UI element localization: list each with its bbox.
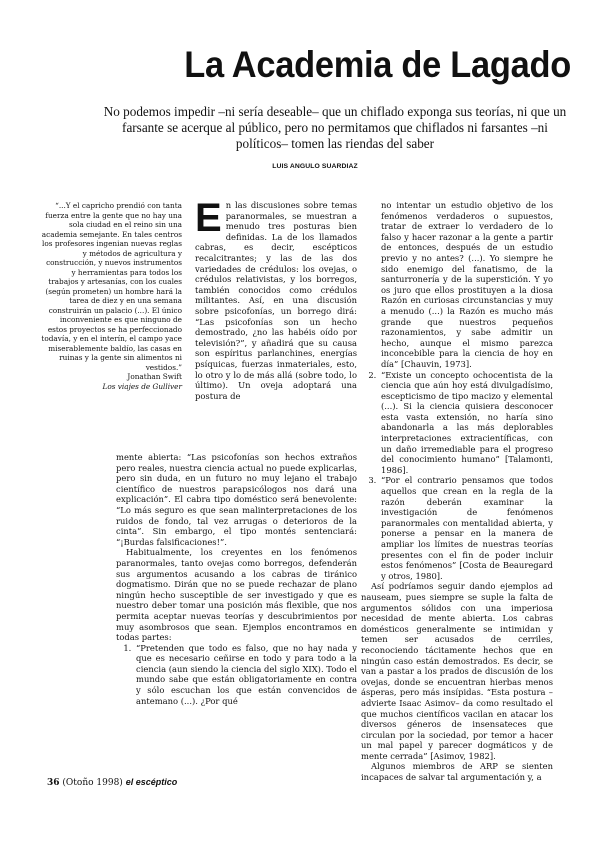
epigraph-book: Los viajes de Gulliver xyxy=(102,381,182,391)
examples-list-rest xyxy=(361,370,553,582)
examples-list-continued xyxy=(361,200,553,370)
column-1-bottom xyxy=(116,452,357,706)
list-item-3: 3. “Por el contrario pensamos que todos aquellos que crean en la regla de la razón deberán examinar la investigación de fenómenos paranormales con mentalidad abierta, y ponerse a pensar en la manera de ampliar los límites de nuestras teorías presentes con el fin de poder incluir estos fenómenos” [Costa de Beauregard y otros, 1980]. xyxy=(379,475,553,581)
page-number: 36 xyxy=(47,778,60,788)
column-1-top xyxy=(195,196,357,401)
article-title: La Academia de Lagado xyxy=(184,44,571,85)
issue-label: (Otoño 1998) xyxy=(62,778,123,788)
paragraph-creyentes: Habitualmente, los creyentes en los fenómenos paranormales, tanto ovejas como borregos, defenderán sus argumentos acusando a los cabras de tiránico dogmatismo. Dirán que no se puede rechazar de plano ningún hecho susceptible de ser investigado y que es nuestro deber tomar una posición más flexible, que nos permita aceptar nuevas teorías y descubrimientos por muy asombrosos que sean. Ejemplos encontramos en todas partes: xyxy=(116,547,357,643)
paragraph-arp: Algunos miembros de ARP se sienten incapaces de salvar tal argumentación y, a xyxy=(361,761,553,783)
page-footer xyxy=(47,777,177,788)
author-byline: LUIS ANGULO SUARDIAZ xyxy=(272,163,358,170)
list-item-2: 2. “Existe un concepto ochocentista de la ciencia que aún hoy está divulgadísimo, escepticismo de tipo macizo y elemental (...). Si la ciencia quisiera desconocer esta vasta extensión, no haría sino abandonarla a las más deplorables interpretaciones extracientíficas, con un daño irremediable para el progreso del conocimiento humano” [Talamonti, 1986]. xyxy=(379,370,553,476)
epigraph-attribution: Jonathan Swift xyxy=(127,372,182,381)
epigraph-quote: “...Y el capricho prendió con tanta fuerza entre la gente que no hay una sola ciudad en el reino sin una academia semejante. En tales centros los profesores ingenian nuevas reglas y métodos de agricultura y construcción, y nuevos instrumentos y herramientas para todos los trabajos y artesanías, con los cuales (según prometen) un hombre hará la tarea de diez y en una semana construirán un palacio (...). El único inconveniente es que ninguno de estos proyectos se ha perfeccionado todavía, y en el interín, el campo yace miserablemente baldío, las casas en ruinas y la gente sin alimentos ni vestidos.” xyxy=(41,201,182,372)
examples-list-start xyxy=(116,643,357,707)
column-2 xyxy=(361,200,553,783)
list-item-1: 1. “Pretenden que todo es falso, que no hay nada y que es necesario ceñirse en todo y para todo a la ciencia (aun siendo la ciencia del siglo XIX). Todo el mundo sabe que están obligatoriamente en contra y sólo escuchan los que están convencidos de antemano (...). ¿Por qué xyxy=(134,643,357,707)
paragraph-intro: n las discusiones sobre temas paranormales, se muestran a menudo tres posturas bien definidas. La de los llamados cabras, es decir, escépticos recalcitrantes; y las de las dos variedades de crédulos: los ovejas, o crédulos relativistas, y los borregos, también conocidos como crédulos militantes. Así, en una discusión sobre psicofonías, un borrego dirá: “Las psicofonías son un hecho demostrado, ¿no las habéis oído por televisión?”, y añadirá que su causa son espíritus parlanchines, energías psíquicas, fuerzas inmateriales, esto, lo otro y lo de más allá (sobre todo, lo último). Un oveja adoptará una postura de xyxy=(195,200,357,401)
epigraph xyxy=(40,201,182,391)
paragraph-intro-continued: mente abierta: “Las psicofonías son hechos extraños pero reales, nuestra ciencia actual no puede explicarlas, pero sin duda, en un futuro no muy lejano el trabajo científico de nuestros parapsicólogos nos dará una explicación”. El cabra tipo doméstico será benevolente: “Lo más seguro es que sean malinterpretaciones de los ruidos de fondo, tal vez arrugas o deterioros de la cinta”. Sin embargo, el tipo montés sentenciará: “¡Burdas falsificaciones!”. xyxy=(116,452,357,547)
article-subtitle: No podemos impedir –ni sería deseable– que un chiflado exponga sus teorías, ni que un farsante se acerque al público, pero no permitamos que chiflados ni farsantes –ni políticos– tomen las riendas del saber xyxy=(103,104,567,151)
magazine-name: el escéptico xyxy=(125,777,178,787)
paragraph-ad-nauseam: Así podríamos seguir dando ejemplos ad nauseam, pues siempre se suple la falta de argumentos sólidos con una imperiosa necesidad de mente abierta. Los cabras domésticos generalmente se intimidan y temen ser acusados de cerriles, reconociendo tácitamente hechos que en ningún caso están demostrados. Es decir, se van a pastar a los prados de discusión de los ovejas, donde se encuentran hierbas menos ásperas, pero más insípidas. “Esta postura –advierte Isaac Asimov– da como resultado el que muchos científicos vacilan en atacar los diversos géneros de insensateces que circulan por la sociedad, por temor a hacer un mal papel y parecer dogmáticos y de mente cerrada” [Asimov, 1982]. xyxy=(361,581,553,761)
drop-cap: E xyxy=(195,196,222,240)
list-item-1-continued: no intentar un estudio objetivo de los fenómenos verdaderos o supuestos, tratar de extraer lo verdadero de lo falso y hacer razonar a la gente a partir de entonces, después de un estudio previo y no antes? (...). Yo siempre he sido enemigo del fanatismo, de la santurronería y de la superstición. Y yo os juro que ellos prostituyen a la diosa Razón en curiosas circunstancias y muy a menudo (...) la Razón es mucho más grande que nuestros pequeños razonamientos, y sabe admitir un hecho, aunque el mismo parezca inconcebible para la ciencia de hoy en día” [Chauvin, 1973]. xyxy=(381,200,553,369)
